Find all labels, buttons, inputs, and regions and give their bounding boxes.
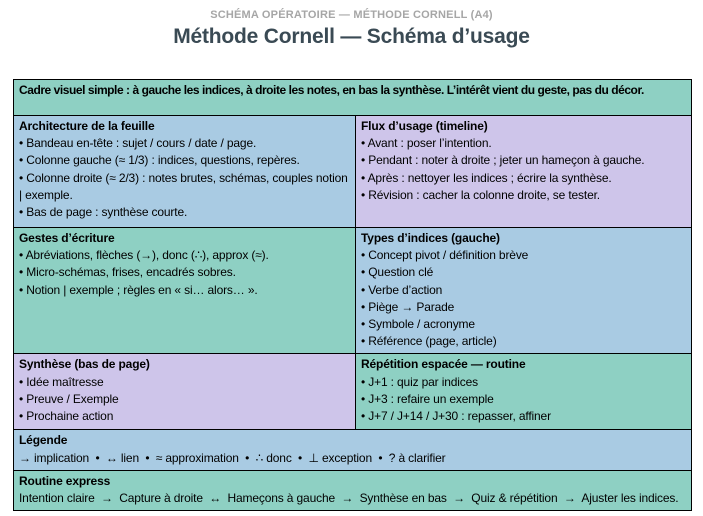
bullet-item: • Prochaine action <box>19 409 114 424</box>
cell-synthese-title: Synthèse (bas de page) <box>19 357 150 372</box>
row-synthese-repetition <box>14 353 691 429</box>
legende-symbols-line: → implication • ↔ lien • ≈ approximation • ∴ donc • ⊥ exception • ? à clarifier <box>19 450 446 465</box>
bullet-item: • Colonne gauche (≈ 1/3) : indices, questions, repères. <box>19 153 300 168</box>
bullet-item: • Notion | exemple ; règles en « si… alors… ». <box>19 282 258 297</box>
cell-architecture-title: Architecture de la feuille <box>19 119 155 133</box>
cell-architecture-bullets <box>19 135 350 221</box>
bullet-item: • Micro-schémas, frises, encadrés sobres. <box>19 265 236 280</box>
bullet-item: • Idée maîtresse <box>19 374 104 389</box>
cell-routine-title: Routine express <box>19 473 111 488</box>
cell-legende <box>14 430 691 469</box>
bullet-item: • Bandeau en-tête : sujet / cours / date / page. <box>19 136 257 151</box>
bullet-item: • Question clé <box>361 265 434 280</box>
bullet-item: • Référence (page, article) <box>361 334 497 349</box>
routine-flow-line: Intention claire → Capture à droite ↔ Hameçons à gauche → Synthèse en bas → Quiz & répétition → Ajuster les indices. <box>19 491 679 506</box>
cell-synthese-bullets <box>19 374 350 426</box>
cell-architecture <box>14 116 355 227</box>
banner-text: Cadre visuel simple : à gauche les indices, à droite les notes, en bas la synthèse. L’intérêt vient du geste, pas du décor. <box>14 80 691 115</box>
cell-indices <box>355 228 691 353</box>
bullet-item: • Colonne droite (≈ 2/3) : notes brutes, schémas, couples notion | exemple. <box>19 170 348 202</box>
page-title: Méthode Cornell — Schéma d’usage <box>173 25 530 48</box>
cell-indices-bullets <box>361 247 677 350</box>
cell-flux-bullets <box>361 135 677 204</box>
bullet-item: • J+1 : quiz par indices <box>361 374 478 389</box>
cell-repetition <box>355 354 691 429</box>
cell-indices-title: Types d’indices (gauche) <box>361 231 500 245</box>
cell-gestes-bullets <box>19 247 350 299</box>
row-routine-express <box>14 470 691 510</box>
bullet-item: • Abréviations, flèches (→), donc (∴), approx (≈). <box>19 248 269 263</box>
bullet-item: • Révision : cacher la colonne droite, se tester. <box>361 187 600 202</box>
cell-synthese <box>14 354 355 429</box>
cornell-schema-table <box>13 79 692 511</box>
cell-flux-title: Flux d’usage (timeline) <box>361 119 488 133</box>
cell-routine-express <box>14 471 691 510</box>
row-legende <box>14 429 691 469</box>
document-eyebrow: SCHÉMA OPÉRATOIRE — MÉTHODE CORNELL (A4) <box>210 9 493 21</box>
bullet-item: • J+3 : refaire un exemple <box>361 391 494 406</box>
bullet-item: • Bas de page : synthèse courte. <box>19 205 188 220</box>
cell-gestes <box>14 228 355 353</box>
document-page <box>0 9 703 506</box>
cell-gestes-title: Gestes d’écriture <box>19 231 115 245</box>
bullet-item: • Symbole / acronyme <box>361 317 475 332</box>
bullet-item: • Après : nettoyer les indices ; écrire la synthèse. <box>361 170 612 185</box>
cell-legende-title: Légende <box>19 433 68 448</box>
cell-flux <box>355 116 691 227</box>
row-banner <box>14 80 691 115</box>
bullet-item: • J+7 / J+14 / J+30 : repasser, affiner <box>361 409 551 424</box>
cell-repetition-bullets <box>361 374 677 426</box>
bullet-item: • Piège → Parade <box>361 299 455 314</box>
row-gestes-indices <box>14 227 691 353</box>
bullet-item: • Avant : poser l’intention. <box>361 136 492 151</box>
bullet-item: • Verbe d’action <box>361 282 443 297</box>
bullet-item: • Preuve / Exemple <box>19 391 119 406</box>
bullet-item: • Concept pivot / définition brève <box>361 248 529 263</box>
cell-repetition-title: Répétition espacée — routine <box>361 357 526 372</box>
row-architecture-flux <box>14 115 691 227</box>
bullet-item: • Pendant : noter à droite ; jeter un hameçon à gauche. <box>361 153 645 168</box>
